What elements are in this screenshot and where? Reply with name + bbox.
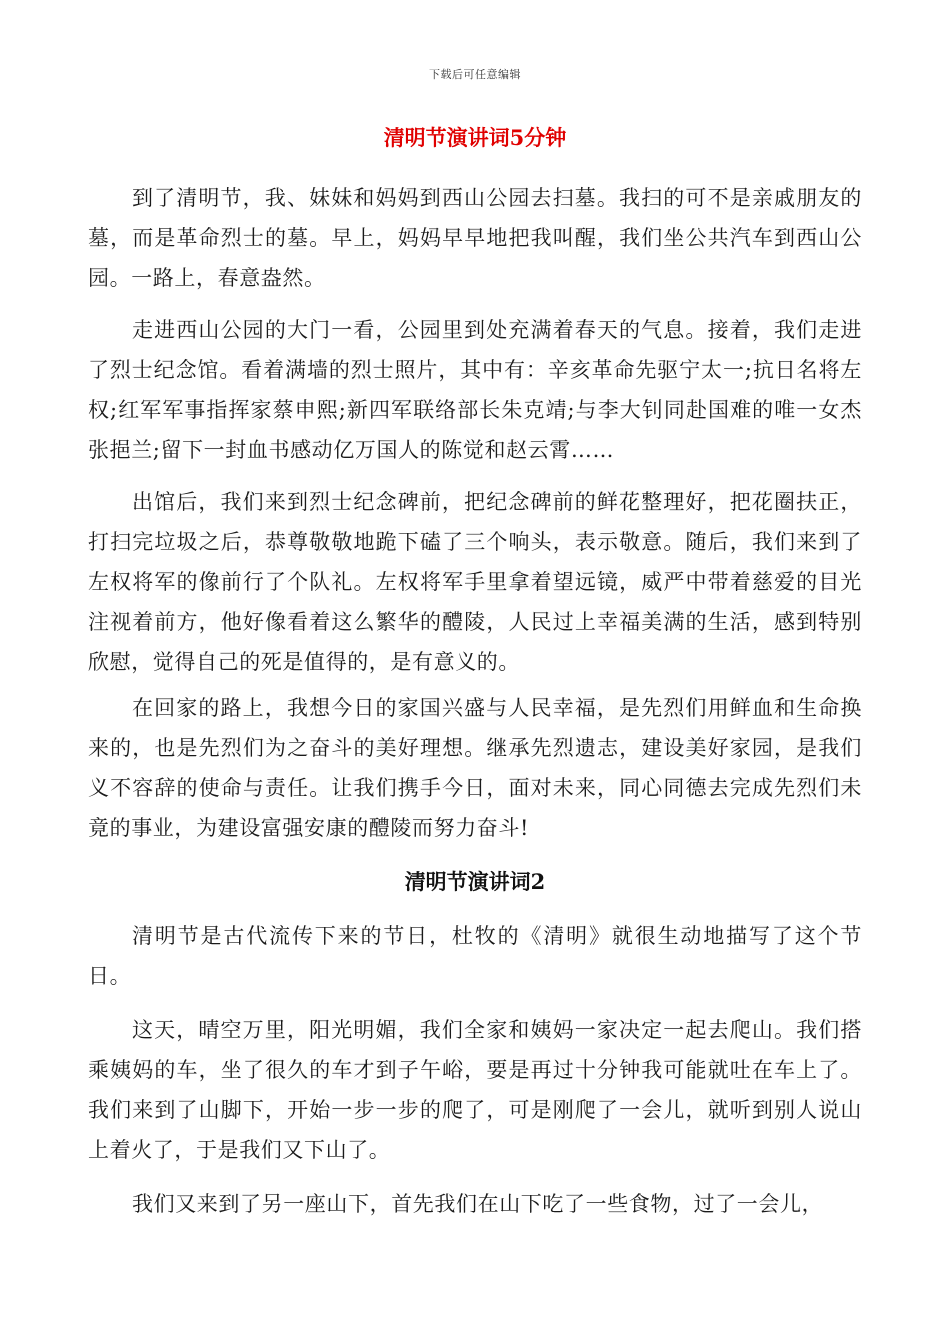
header-note: 下载后可任意编辑 <box>429 68 521 81</box>
paragraph-2: 走进西山公园的大门一看，公园里到处充满着春天的气息。接着，我们走进了烈士纪念馆。看着满墙的烈士照片，其中有：辛亥革命先驱宁太一;抗日名将左权;红军军事指挥家蔡申熙;新四军联络部长朱克靖;与李大钊同赴国难的唯一女杰张挹兰;留下一封血书感动亿万国人的陈觉和赵云霄…… <box>88 318 862 462</box>
paragraph-7: 我们又来到了另一座山下，首先我们在山下吃了一些食物，过了一会儿， <box>132 1192 824 1216</box>
paragraph-1: 到了清明节，我、妹妹和妈妈到西山公园去扫墓。我扫的可不是亲戚朋友的墓，而是革命烈士的墓。早上，妈妈早早地把我叫醒，我们坐公共汽车到西山公园。一路上，春意盎然。 <box>88 186 862 290</box>
page-title: 清明节演讲词5分钟 <box>383 125 567 150</box>
section-heading: 清明节演讲词2 <box>404 869 546 894</box>
paragraph-4: 在回家的路上，我想今日的家国兴盛与人民幸福，是先烈们用鲜血和生命换来的，也是先烈们为之奋斗的美好理想。继承先烈遗志，建设美好家园，是我们义不容辞的使命与责任。让我们携手今日，面对未来，同心同德去完成先烈们未竟的事业，为建设富强安康的醴陵而努力奋斗! <box>88 696 862 840</box>
paragraph-5: 清明节是古代流传下来的节日，杜牧的《清明》就很生动地描写了这个节日。 <box>88 924 862 988</box>
paragraph-6: 这天，晴空万里，阳光明媚，我们全家和姨妈一家决定一起去爬山。我们搭乘姨妈的车，坐了很久的车才到子午峪，要是再过十分钟我可能就吐在车上了。我们来到了山脚下，开始一步一步的爬了，可是刚爬了一会儿，就听到别人说山上着火了，于是我们又下山了。 <box>88 1018 862 1162</box>
paragraph-3: 出馆后，我们来到烈士纪念碑前，把纪念碑前的鲜花整理好，把花圈扶正，打扫完垃圾之后，恭尊敬敬地跪下磕了三个响头，表示敬意。随后，我们来到了左权将军的像前行了个队礼。左权将军手里拿着望远镜，威严中带着慈爱的目光注视着前方，他好像看着这么繁华的醴陵，人民过上幸福美满的生活，感到特别欣慰，觉得自己的死是值得的，是有意义的。 <box>88 490 862 674</box>
